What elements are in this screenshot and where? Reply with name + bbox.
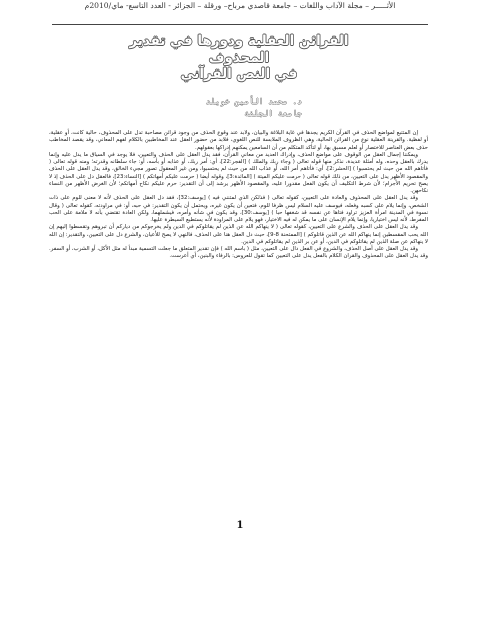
- header-rule: [52, 24, 428, 25]
- journal-header: الأثـــــر – مجلة الآداب واللغات – جامعة قاصدي مرباح– ورقلة – الجزائر - العدد التاسع- ماي/2010م: [84, 1, 396, 10]
- paragraph: ويمكننا إجمال العقل من الوقوف على مواضع الحذف، وإدراك العديد من معاني القرآن، فقد يدل العقل على الحذف والتعيين، فلا يوجد في السياق ما يدل عليه وإنما يدرك بالعقل وحده، وله أمثلة عديدة، نذكر منها قوله تعالى ( وجاء ربك والملك ) [الفجر:22]، أي: أمر ربك، أو عذابه أو بأسه، أو: جاء سلطانه وقدرته؛ ومنه قوله تعالى ( فأتاهم الله من حيث لم يحتسبوا ) [الحشر:2]، أي: فأتاهم أمر الله، أو عذاب الله من حيث لم يحتسبوا، ومن غير المعقول تصور مجيء الخالق، وقد يدل العقل على الحذف والمقصود الأظهر يدل على التعيين، من ذلك قوله تعالى ( حرمت عليكم الميتة ) [المائدة:3]، وقوله أيضا ( حرمت عليكم أمهاتكم ) [النساء:23]، فالعقل دل على الحذف إذ لا يصح تحريم الأجرام؛ لأن شرط التكليف أن يكون الفعل مقدورا عليه، والمقصود الأظهر يرشد إلى أن التقدير: حرم عليكم نكاح أمهاتكم؛ لأن الغرض الأظهر من النساء نكاحهن.: [49, 151, 429, 194]
- author-affiliation: جامعة الجلفة: [244, 109, 302, 118]
- article-title-line-1: القرائن العقلية ودورها في تقدير: [129, 33, 349, 49]
- article-title-line-3: في النص القرآني: [180, 66, 298, 82]
- paragraph: وقد يدل العقل على المحذوف والعادة على التعيين، كقوله تعالى ( فذلكن الذي لمتنني فيه ) [يوسف:32]، فقد دل العقل على الحذف لأنه لا معنى للوم على ذات الشخص، وإنما يلام على كسبه وفعله، فيوسف عليه السلام ليس ظرفا للوم، فتعين أن يكون غيره، ويحتمل أن يكون التقدير: في حبه، أو: في مراودته، كقوله تعالى ( وقال نسوة في المدينة امرأة العزيز تراود فتاها عن نفسه قد شغفها حبا ) [يوسف:30]، وقد يكون في شأنه وأمره، فيشملهما، ولكن العادة تقتضي بأنه لا ملامة على الحب المفرط، لأنه ليس اختياريا، وإنما يلام الإنسان على ما يمكن له فيه الاختيار، فهو يلام على المراودة لأنه يستطيع السيطرة عليها.: [49, 195, 428, 223]
- paragraph: وقد يدل العقل على الحذف والشرع على التعيين، كقوله تعالى ( لا ينهاكم الله عن الذين لم يقاتلوكم في الدين ولم يخرجوكم من دياركم أن تبروهم وتقسطوا إليهم إن الله يحب المقسطين إنما ينهاكم الله عن الذين قاتلوكم ) [الممتحنة 8-9]، حيث دل العقل هنا على الحذف، فالنهي لا يصح للأعيان، والشرع دل على التعيين، والتقدير: إن الله لا ينهاكم عن صلة الذين لم يقاتلوكم في الدين، أو عن بر الذين لم يقاتلوكم في الدين.: [49, 224, 428, 245]
- article-title-line-2: المحذوف: [208, 50, 270, 66]
- paragraph-intro: إن المتتبع لمواضع الحذف في القرآن الكريم يجدها في غاية البلاغة والبيان، ولابد عند وقوع الحذف من وجود قرائن مصاحبة تدل على المحذوف، حالية كانت، أو عقلية، أو لفظية. والقرينة العقلية نوع من القرائن الحالية، وهي الظروف الملابسة للنص اللغوي، فلابد من حضور العقل عند المخاطبين بالكلام لفهم المعاني، وقد يقصد المخاطب حذف بعض العناصر للاختصار أو لعلم مسبق بها، أو لتأكد المتكلم من أن السامعين يمكنهم إدراكها بعقولهم.: [49, 130, 428, 151]
- author-name: د. محمد الأمين خويلد: [205, 97, 302, 106]
- article-body: [49, 130, 428, 261]
- page-number: 1: [236, 520, 244, 531]
- paragraph: وقد يدل العقل على أصل الحذف، والشروع في الفعل دال على التعيين، مثل ( باسم الله ) فإن تقدير المتعلق ما جعلت التسمية مبدأ له مثل الأكل، أو الشرب، أو السفر. وقد يدل العقل على المحذوف والقران الكلام بالفعل يدل على التعيين كما تقول للعروس: بالرفاء والبنين، أي أعرست.: [49, 246, 428, 260]
